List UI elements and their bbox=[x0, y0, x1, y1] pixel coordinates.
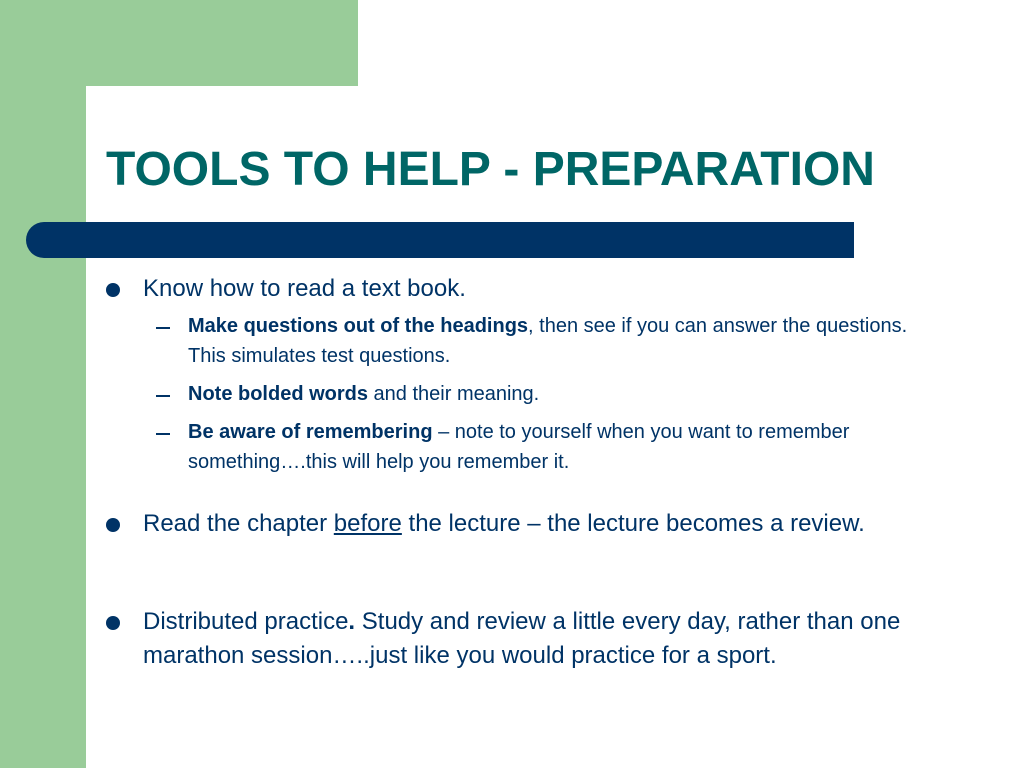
sub-text: , then see if you can answer the questions. This simulates test questions. bbox=[188, 315, 908, 367]
bullet-item bbox=[143, 605, 943, 673]
underlined-word: before bbox=[333, 510, 402, 537]
slide-title: TOOLS TO HELP - PREPARATION bbox=[106, 143, 875, 196]
bullet-dot bbox=[106, 283, 120, 297]
sub-bold-text: Note bolded words bbox=[188, 383, 368, 405]
bullet-dot bbox=[106, 518, 120, 532]
bullet-text: Study and review a little every day, rather than one marathon session…..just like you would practice for a sport. bbox=[143, 608, 901, 669]
sub-item bbox=[188, 379, 948, 409]
bold-period: . bbox=[348, 608, 356, 635]
sub-item bbox=[188, 311, 948, 371]
bullet-item bbox=[143, 507, 943, 541]
bullet-text: Know how to read a text book. bbox=[143, 275, 466, 302]
sub-bold-text: Make questions out of the headings bbox=[188, 315, 529, 337]
bullet-text: Read the chapter bbox=[143, 510, 334, 537]
bullet-text: the lecture – the lecture becomes a review. bbox=[401, 510, 865, 537]
sub-bold-text: Be aware of remembering bbox=[188, 421, 433, 443]
sub-text: – note to yourself when you want to remember something….this will help you remember it. bbox=[188, 421, 850, 473]
sub-dash bbox=[156, 395, 170, 397]
bullet-item bbox=[143, 272, 943, 306]
sub-item bbox=[188, 417, 948, 477]
sub-dash bbox=[156, 327, 170, 329]
sub-text: and their meaning. bbox=[368, 383, 540, 405]
sub-dash bbox=[156, 433, 170, 435]
bullet-text: Distributed practice bbox=[143, 608, 349, 635]
bullet-dot bbox=[106, 616, 120, 630]
